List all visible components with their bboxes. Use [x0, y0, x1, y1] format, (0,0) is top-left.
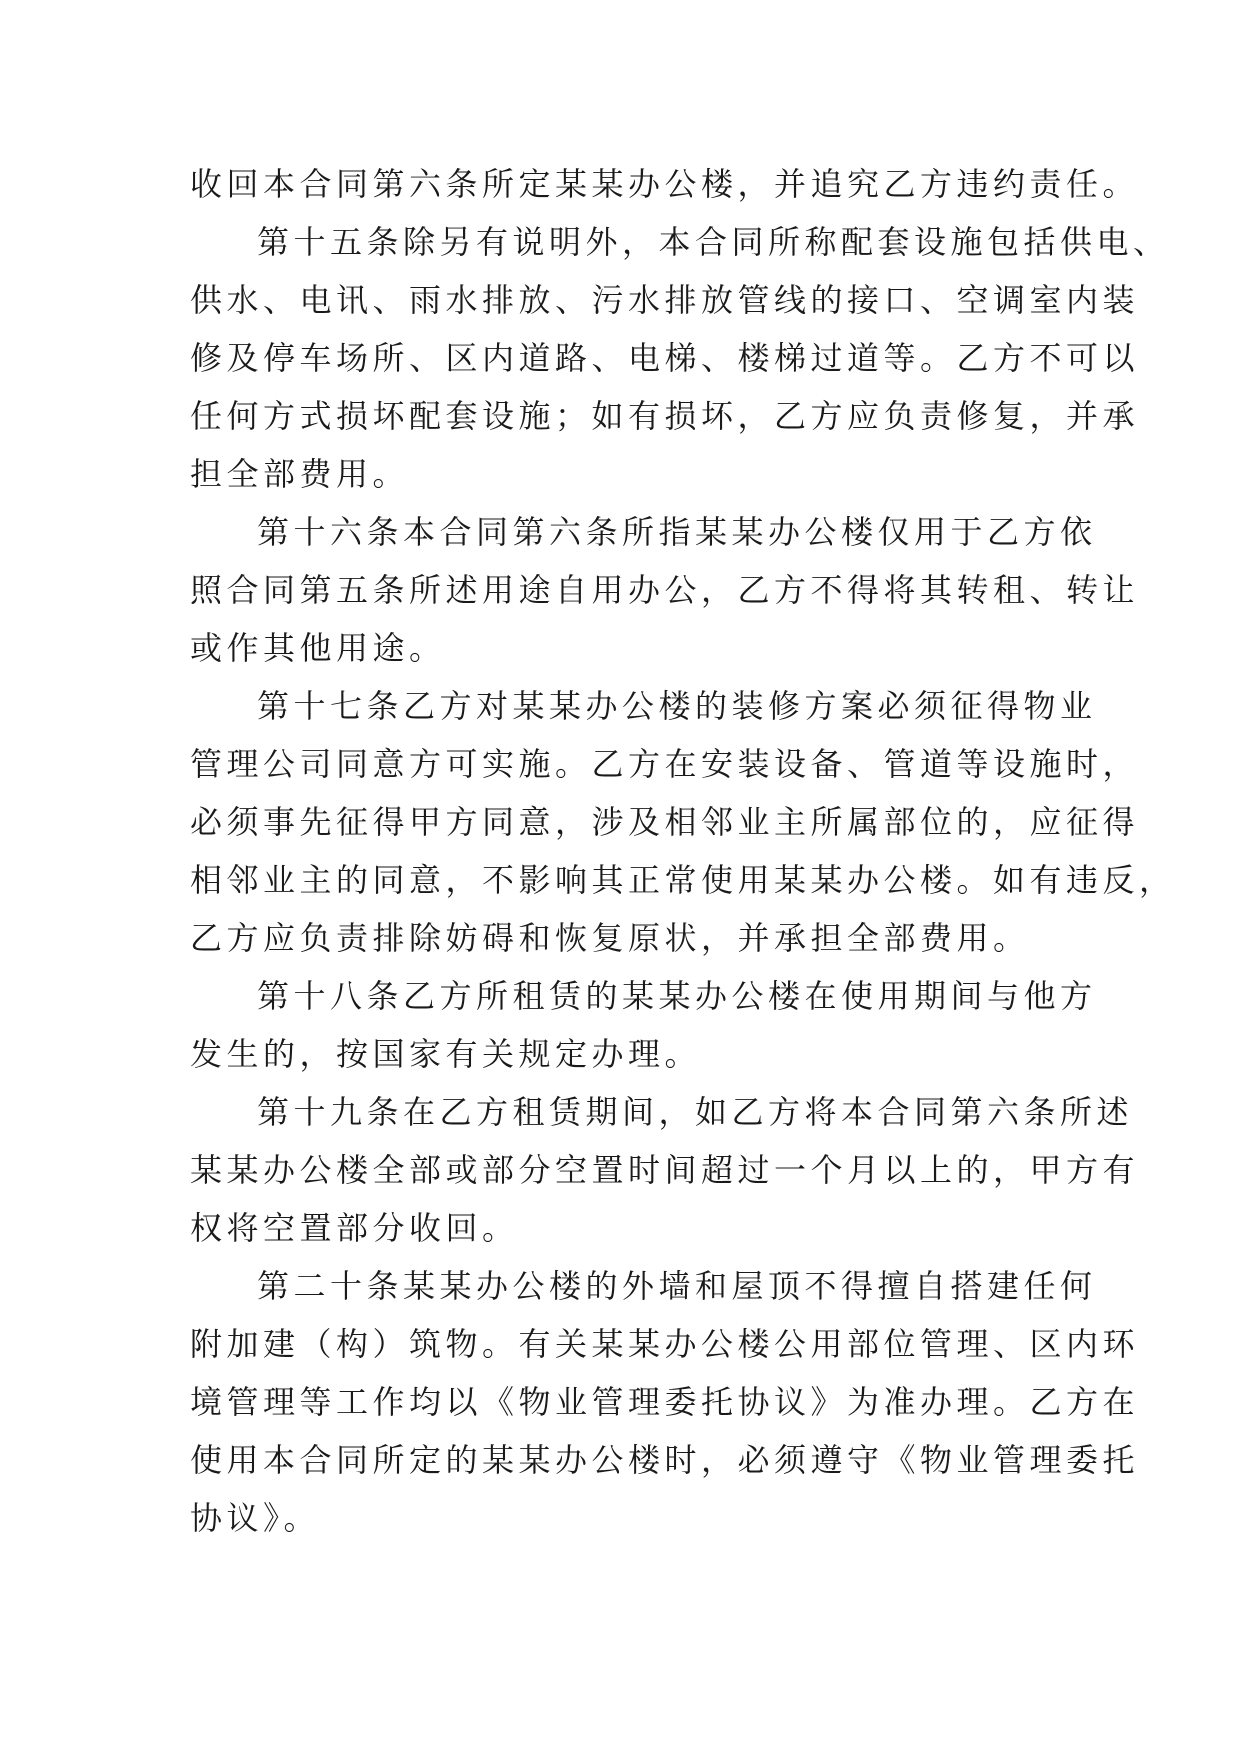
text-line: [190, 793, 1140, 851]
text-line: [190, 1025, 1090, 1083]
line-text: 发生的，按国家有关规定办理。: [190, 1035, 702, 1073]
line-text: 第十六条本合同第六条所指某某办公楼仅用于乙方依: [257, 513, 1097, 551]
text-line: [190, 1199, 1090, 1257]
line-text: 供水、电讯、雨水排放、污水排放管线的接口、空调室内装: [190, 281, 1140, 319]
text-line: [190, 1431, 1140, 1489]
text-line: [190, 445, 1090, 503]
line-text: 担全部费用。: [190, 455, 410, 493]
line-text: 任何方式损坏配套设施；如有损坏，乙方应负责修复，并承: [190, 397, 1140, 435]
line-text: 必须事先征得甲方同意，涉及相邻业主所属部位的，应征得: [190, 803, 1140, 841]
text-line: [190, 155, 1140, 213]
paragraph-first-line: [190, 677, 1097, 735]
text-line: [190, 387, 1140, 445]
text-line: [190, 1141, 1140, 1199]
line-text: 使用本合同所定的某某办公楼时，必须遵守《物业管理委托: [190, 1441, 1140, 1479]
line-text: 权将空置部分收回。: [190, 1209, 519, 1247]
text-line: [190, 329, 1140, 387]
line-text: 境管理等工作均以《物业管理委托协议》为准办理。乙方在: [190, 1383, 1140, 1421]
line-text: 第十九条在乙方租赁期间，如乙方将本合同第六条所述: [257, 1093, 1134, 1131]
line-text: 管理公司同意方可实施。乙方在安装设备、管道等设施时，: [190, 745, 1140, 783]
line-text: 协议》。: [190, 1499, 321, 1537]
text-line: [190, 561, 1140, 619]
paragraph-first-line: [190, 967, 1097, 1025]
line-text: 照合同第五条所述用途自用办公，乙方不得将其转租、转让: [190, 571, 1140, 609]
line-text: 收回本合同第六条所定某某办公楼，并追究乙方违约责任。: [190, 165, 1140, 203]
text-line: [190, 909, 1090, 967]
paragraph-first-line: [190, 213, 1170, 271]
line-text: 乙方应负责排除妨碍和恢复原状，并承担全部费用。: [190, 919, 1030, 957]
paragraph-first-line: [190, 503, 1097, 561]
text-line: [190, 851, 1176, 909]
text-line: [190, 1489, 1090, 1547]
text-line: [190, 271, 1140, 329]
text-line: [190, 1315, 1140, 1373]
line-text: 第十八条乙方所租赁的某某办公楼在使用期间与他方: [257, 977, 1097, 1015]
line-text: 某某办公楼全部或部分空置时间超过一个月以上的，甲方有: [190, 1151, 1140, 1189]
paragraph-first-line: [190, 1083, 1134, 1141]
text-line: [190, 735, 1140, 793]
text-line: [190, 619, 1090, 677]
line-text: 第十五条除另有说明外，本合同所称配套设施包括供电、: [257, 223, 1170, 261]
line-text: 修及停车场所、区内道路、电梯、楼梯过道等。乙方不可以: [190, 339, 1140, 377]
contract-body: [190, 155, 1176, 1547]
line-text: 附加建（构）筑物。有关某某办公楼公用部位管理、区内环: [190, 1325, 1140, 1363]
line-text: 第二十条某某办公楼的外墙和屋顶不得擅自搭建任何: [257, 1267, 1097, 1305]
paragraph-first-line: [190, 1257, 1097, 1315]
line-text: 或作其他用途。: [190, 629, 446, 667]
line-text: 第十七条乙方对某某办公楼的装修方案必须征得物业: [257, 687, 1097, 725]
line-text: 相邻业主的同意，不影响其正常使用某某办公楼。如有违反，: [190, 861, 1176, 899]
text-line: [190, 1373, 1140, 1431]
